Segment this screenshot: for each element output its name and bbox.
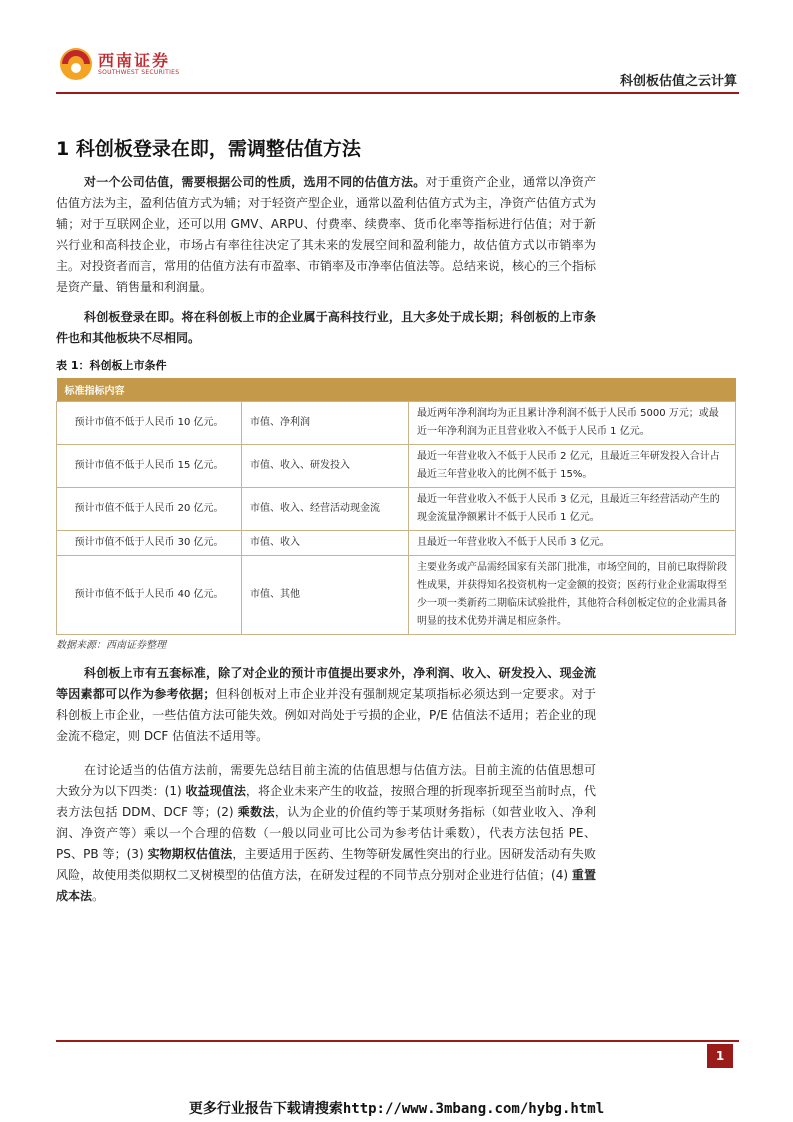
paragraph-3 [56,663,596,747]
paragraph-4-text: 在讨论适当的估值方法前，需要先总结目前主流的估值思想与估值方法。目前主流的估值思想可大致分为以下四类：(1) [56,763,596,798]
method-replacement-cost: 重置成本法 [56,868,596,903]
cell-detail: 最近一年营业收入不低于人民币 2 亿元，且最近三年研发投入合计占最近三年营业收入的比例不低于 15%。 [409,445,736,488]
paragraph-4-text: ，将企业未来产生的收益，按照合理的折现率折现至当前时点，代表方法包括 DDM、DCF 等；(2) [56,784,596,819]
logo-emblem-icon [58,46,94,82]
paragraph-2 [56,307,596,349]
cell-market-cap: 预计市值不低于人民币 15 亿元。 [57,445,242,488]
header-divider [56,92,739,94]
table-row [57,531,736,556]
method-income-approach: 收益现值法 [185,784,246,798]
table-row [57,488,736,531]
cell-metric: 市值、收入 [242,531,409,556]
paragraph-1-text: 对于重资产企业，通常以净资产估值方法为主，盈利估值方式为辅；对于轻资产型企业，通常以盈利估值方式为主，净资产估值方式为辅；对于互联网企业，还可以用 GMV、ARPU、付费率、续费率、货币化率等指标进行估值；对于新兴行业和高科技企业，市场占有率往往决定了其未来的发展空间和盈利能力，故估值方式以市销率为主。对投资者而言，常用的估值方法有市盈率、市销率及市净率估值法等。总结来说，核心的三个指标是资产量、销售量和利润量。 [56,175,597,294]
download-link-banner[interactable]: 更多行业报告下载请搜索http://www.3mbang.com/hybg.html [188,1101,605,1117]
company-logo [58,46,238,86]
cell-metric: 市值、收入、研发投入 [242,445,409,488]
table-header: 标准指标内容 [57,378,736,402]
logo-chinese-name: 西南证券 [98,51,171,70]
report-title: 科创板估值之云计算 [619,74,737,89]
logo-english-name: SOUTHWEST SECURITIES [98,69,180,76]
cell-detail: 主要业务或产品需经国家有关部门批准，市场空间的，目前已取得阶段性成果，并获得知名投资机构一定金额的投资；医药行业企业需取得至少一项一类新药二期临床试验批件，其他符合科创板定位的企业需具备明显的技术优势并满足相应条件。 [409,556,736,635]
paragraph-1-bold: 对一个公司估值，需要根据公司的性质，选用不同的估值方法。 [84,175,426,189]
paragraph-3-text: 但科创板对上市企业并没有强制规定某项指标必须达到一定要求。对于科创板上市企业，一些估值方法可能失效。例如对尚处于亏损的企业，P/E 估值法不适用；若企业的现金流不稳定，则 DCF 估值法不适用等。 [56,687,596,743]
footer-divider [56,1040,739,1042]
paragraph-4 [56,760,596,907]
cell-market-cap: 预计市值不低于人民币 40 亿元。 [57,556,242,635]
paragraph-4-text: 。 [92,889,105,903]
table-row [57,402,736,445]
table-caption: 表 1：科创板上市条件 [56,359,167,372]
table-source: 数据来源：西南证券整理 [56,640,166,651]
table-row [57,556,736,635]
page-number: 1 [707,1044,733,1068]
cell-detail: 最近一年营业收入不低于人民币 3 亿元，且最近三年经营活动产生的现金流量净额累计不低于人民币 1 亿元。 [409,488,736,531]
paragraph-3-bold: 科创板上市有五套标准，除了对企业的预计市值提出要求外，净利润、收入、研发投入、现金流等因素都可以作为参考依据； [56,666,596,701]
cell-metric: 市值、其他 [242,556,409,635]
section-heading: 1 科创板登录在即，需调整估值方法 [56,138,361,160]
paragraph-1 [56,172,596,298]
cell-detail: 且最近一年营业收入不低于人民币 3 亿元。 [409,531,736,556]
paragraph-2-bold: 科创板登录在即。将在科创板上市的企业属于高科技行业，且大多处于成长期；科创板的上市条件也和其他板块不尽相同。 [56,310,596,345]
cell-metric: 市值、净利润 [242,402,409,445]
cell-market-cap: 预计市值不低于人民币 20 亿元。 [57,488,242,531]
paragraph-4-text: ，主要适用于医药、生物等研发属性突出的行业。因研发活动有失败风险，故使用类似期权二叉树模型的估值方法，在研发过程的不同节点分别对企业进行估值；(4) [56,847,596,882]
table-row [57,445,736,488]
cell-market-cap: 预计市值不低于人民币 10 亿元。 [57,402,242,445]
cell-metric: 市值、收入、经营活动现金流 [242,488,409,531]
method-real-options: 实物期权估值法 [147,847,233,861]
cell-market-cap: 预计市值不低于人民币 30 亿元。 [57,531,242,556]
method-multiples: 乘数法 [237,805,275,819]
paragraph-4-text: ，认为企业的价值约等于某项财务指标（如营业收入、净利润、净资产等）乘以一个合理的倍数（一般以同业可比公司为参考估计乘数），代表方法包括 PE、PS、PB 等；(3) [56,805,596,861]
listing-criteria-table [56,378,736,635]
cell-detail: 最近两年净利润均为正且累计净利润不低于人民币 5000 万元；或最近一年净利润为正且营业收入不低于人民币 1 亿元。 [409,402,736,445]
